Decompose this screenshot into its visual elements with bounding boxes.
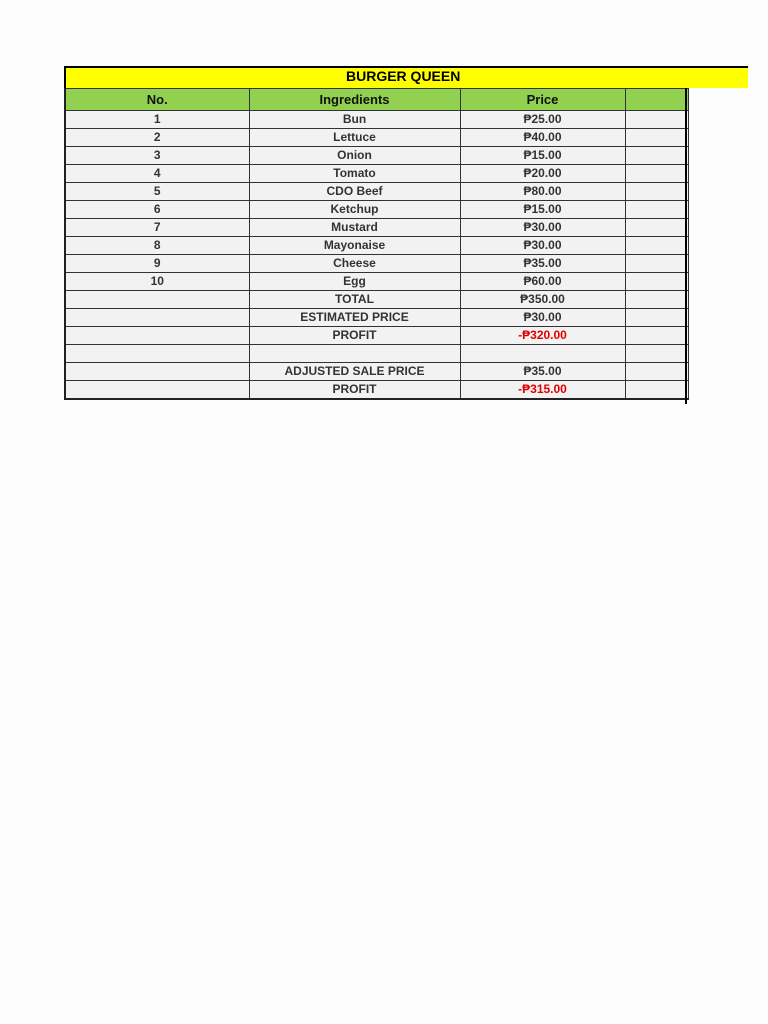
title-banner xyxy=(64,66,748,88)
cell-ingredient[interactable]: CDO Beef xyxy=(249,183,460,201)
table-row xyxy=(65,237,688,255)
cell-price[interactable]: ₱30.00 xyxy=(460,309,625,327)
cell-no[interactable]: 1 xyxy=(65,111,249,129)
cell-extra[interactable] xyxy=(625,291,688,309)
cell-price[interactable]: ₱20.00 xyxy=(460,165,625,183)
cell-price[interactable] xyxy=(460,345,625,363)
table-row xyxy=(65,363,688,381)
table-row xyxy=(65,291,688,309)
cell-no[interactable]: 2 xyxy=(65,129,249,147)
ingredients-table xyxy=(64,88,689,400)
cell-price[interactable]: ₱60.00 xyxy=(460,273,625,291)
cell-price[interactable]: ₱80.00 xyxy=(460,183,625,201)
cell-extra[interactable] xyxy=(625,345,688,363)
cell-price[interactable]: ₱35.00 xyxy=(460,363,625,381)
cell-ingredient[interactable]: TOTAL xyxy=(249,291,460,309)
cell-extra[interactable] xyxy=(625,237,688,255)
cell-price[interactable]: ₱15.00 xyxy=(460,147,625,165)
sheet-title-text: BURGER QUEEN xyxy=(346,68,461,84)
cell-extra[interactable] xyxy=(625,255,688,273)
cell-no[interactable] xyxy=(65,381,249,400)
cell-no[interactable] xyxy=(65,309,249,327)
table-row xyxy=(65,111,688,129)
cell-ingredient[interactable]: Mustard xyxy=(249,219,460,237)
cell-ingredient[interactable]: PROFIT xyxy=(249,327,460,345)
cell-ingredient[interactable]: Mayonaise xyxy=(249,237,460,255)
cell-ingredient[interactable]: Bun xyxy=(249,111,460,129)
cell-price[interactable]: -₱315.00 xyxy=(460,381,625,400)
table-row xyxy=(65,381,688,400)
cell-ingredient[interactable]: Onion xyxy=(249,147,460,165)
cell-no[interactable]: 10 xyxy=(65,273,249,291)
cell-extra[interactable] xyxy=(625,381,688,400)
cell-no[interactable] xyxy=(65,345,249,363)
cell-price[interactable]: ₱350.00 xyxy=(460,291,625,309)
header-row xyxy=(65,89,688,111)
cell-price[interactable]: ₱30.00 xyxy=(460,237,625,255)
cell-ingredient[interactable]: Egg xyxy=(249,273,460,291)
cell-price[interactable]: ₱30.00 xyxy=(460,219,625,237)
cell-extra[interactable] xyxy=(625,201,688,219)
cell-ingredient[interactable]: Tomato xyxy=(249,165,460,183)
table-body xyxy=(65,111,688,400)
cell-no[interactable]: 3 xyxy=(65,147,249,165)
table-row xyxy=(65,165,688,183)
table-right-border xyxy=(685,88,687,404)
cell-extra[interactable] xyxy=(625,273,688,291)
table-row xyxy=(65,129,688,147)
cell-no[interactable] xyxy=(65,291,249,309)
cell-no[interactable]: 4 xyxy=(65,165,249,183)
cell-ingredient[interactable]: Ketchup xyxy=(249,201,460,219)
table-row xyxy=(65,255,688,273)
cell-no[interactable] xyxy=(65,363,249,381)
cell-no[interactable]: 8 xyxy=(65,237,249,255)
cell-no[interactable] xyxy=(65,327,249,345)
table-row xyxy=(65,273,688,291)
cell-extra[interactable] xyxy=(625,327,688,345)
cell-no[interactable]: 9 xyxy=(65,255,249,273)
cell-extra[interactable] xyxy=(625,129,688,147)
table-row xyxy=(65,327,688,345)
header-no[interactable]: No. xyxy=(65,89,249,111)
cell-extra[interactable] xyxy=(625,363,688,381)
cell-ingredient[interactable]: ADJUSTED SALE PRICE xyxy=(249,363,460,381)
table-row xyxy=(65,201,688,219)
cell-price[interactable]: ₱15.00 xyxy=(460,201,625,219)
table-row xyxy=(65,183,688,201)
cell-price[interactable]: ₱25.00 xyxy=(460,111,625,129)
cell-ingredient[interactable]: Cheese xyxy=(249,255,460,273)
table-row xyxy=(65,219,688,237)
table-row xyxy=(65,345,688,363)
cell-ingredient[interactable]: Lettuce xyxy=(249,129,460,147)
cell-ingredient[interactable]: PROFIT xyxy=(249,381,460,400)
cell-extra[interactable] xyxy=(625,219,688,237)
cell-ingredient[interactable]: ESTIMATED PRICE xyxy=(249,309,460,327)
cell-extra[interactable] xyxy=(625,309,688,327)
table-row xyxy=(65,147,688,165)
cell-extra[interactable] xyxy=(625,147,688,165)
cell-price[interactable]: -₱320.00 xyxy=(460,327,625,345)
cell-no[interactable]: 6 xyxy=(65,201,249,219)
cell-price[interactable]: ₱40.00 xyxy=(460,129,625,147)
cell-ingredient[interactable] xyxy=(249,345,460,363)
cell-price[interactable]: ₱35.00 xyxy=(460,255,625,273)
table-row xyxy=(65,309,688,327)
cell-extra[interactable] xyxy=(625,183,688,201)
cell-no[interactable]: 7 xyxy=(65,219,249,237)
cell-extra[interactable] xyxy=(625,111,688,129)
header-price[interactable]: Price xyxy=(460,89,625,111)
header-blank[interactable] xyxy=(625,89,688,111)
header-ingredients[interactable]: Ingredients xyxy=(249,89,460,111)
cell-no[interactable]: 5 xyxy=(65,183,249,201)
cell-extra[interactable] xyxy=(625,165,688,183)
